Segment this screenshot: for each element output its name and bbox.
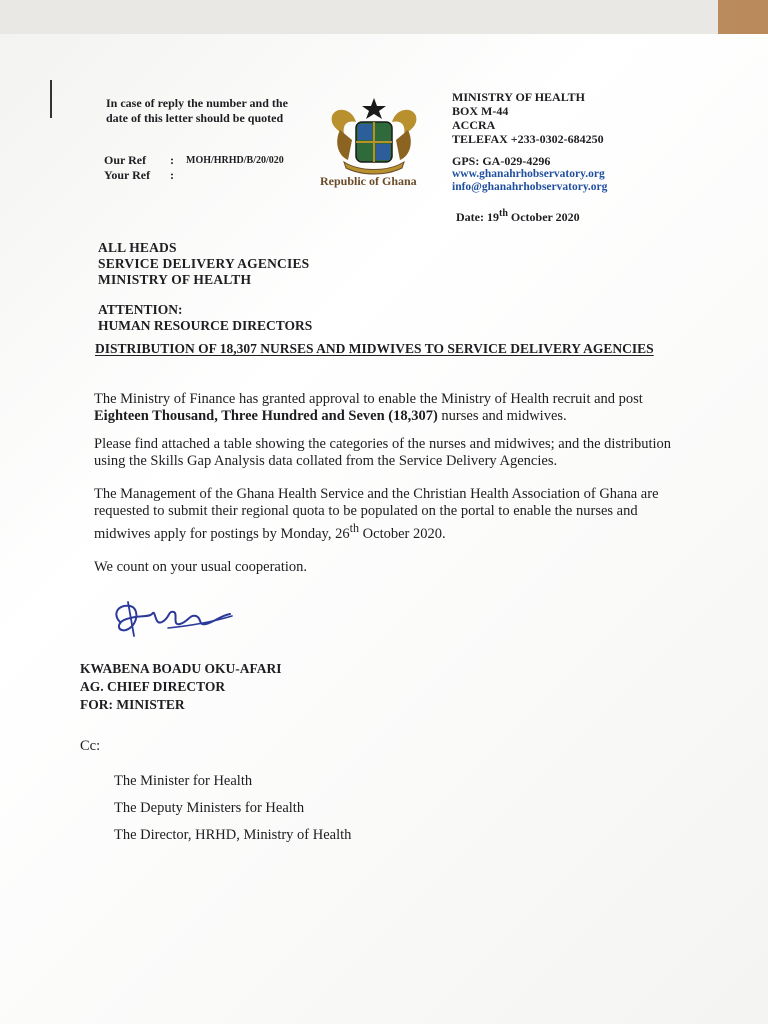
cc-label: Cc:: [80, 738, 101, 754]
handwritten-signature: [108, 596, 238, 642]
paragraph-request: [94, 486, 676, 543]
signatory-title: AG. CHIEF DIRECTOR: [80, 679, 226, 694]
signatory-block: [80, 660, 282, 714]
reply-note: In case of reply the number and the date of this letter should be quoted: [106, 96, 288, 125]
our-ref-row: [104, 153, 284, 168]
addressee-line: ALL HEADS: [98, 240, 177, 255]
letter-date: [456, 208, 580, 225]
gps-line: GPS: GA-029-4296: [452, 154, 551, 168]
letter-page: [0, 34, 768, 1024]
addressee-line: MINISTRY OF HEALTH: [98, 272, 252, 287]
p1-text: The Ministry of Finance has granted approval to enable the Ministry of Health recruit and post: [94, 391, 643, 407]
ref-colon: :: [170, 168, 174, 182]
ghana-coat-of-arms-icon: [326, 96, 422, 178]
p3-text-end: October 2020.: [359, 525, 446, 542]
p3-ordinal: th: [349, 521, 360, 535]
date-suffix-ordinal: th: [498, 208, 508, 219]
cc-item: The Deputy Ministers for Health: [114, 800, 305, 816]
email-link[interactable]: info@ghanahrhobservatory.org: [452, 181, 608, 193]
cc-item: The Director, HRHD, Ministry of Health: [114, 827, 352, 843]
p1-bold-figure: Eighteen Thousand, Three Hundred and Seven (18,307): [94, 408, 438, 424]
binder-mark: [50, 80, 52, 118]
cc-item: The Minister for Health: [114, 773, 253, 789]
date-prefix: Date: 19: [456, 210, 499, 224]
paragraph-closing: We count on your usual cooperation.: [94, 559, 308, 575]
subject-heading: DISTRIBUTION OF 18,307 NURSES AND MIDWIVES TO SERVICE DELIVERY AGENCIES: [95, 341, 654, 356]
cc-list: [114, 768, 351, 849]
attention-recipient: HUMAN RESOURCE DIRECTORS: [98, 318, 313, 333]
crest-caption: Republic of Ghana: [320, 174, 417, 188]
website-link[interactable]: www.ghanahrhobservatory.org: [452, 168, 605, 180]
p1-text-end: nurses and midwives.: [437, 408, 567, 424]
signatory-for: FOR: MINISTER: [80, 697, 185, 712]
attention-block: [98, 302, 312, 334]
contact-links: [452, 168, 607, 194]
our-ref-value: MOH/HRHD/B/20/020: [186, 155, 284, 166]
paragraph-attachment: Please find attached a table showing the categories of the nurses and midwives; and the distribution using the Skills Gap Analysis data collated from the Service Delivery Agencies.: [94, 436, 672, 469]
addressee-block: [98, 240, 309, 288]
ministry-address: [452, 90, 604, 146]
paragraph-approval: [94, 391, 676, 425]
date-suffix: October 2020: [507, 210, 580, 224]
attention-label: ATTENTION:: [98, 302, 183, 317]
p3-text: The Management of the Ghana Health Service and the Christian Health Association of Ghana are requested to submit their regional quota to be populated on the portal to enable the nurses and midwives apply for postings by Monday, 26: [94, 486, 659, 542]
addressee-line: SERVICE DELIVERY AGENCIES: [98, 256, 310, 271]
signatory-name: KWABENA BOADU OKU-AFARI: [80, 661, 282, 676]
ref-colon: :: [170, 153, 174, 167]
reference-block: [104, 153, 284, 183]
your-ref-row: [104, 168, 284, 183]
ministry-line: MINISTRY OF HEALTH: [452, 90, 585, 104]
our-ref-label: Our Ref: [104, 153, 147, 167]
ministry-line: ACCRA: [452, 118, 496, 132]
ministry-line: BOX M-44: [452, 104, 509, 118]
your-ref-label: Your Ref: [104, 168, 151, 182]
ministry-line: TELEFAX +233-0302-684250: [452, 132, 604, 146]
